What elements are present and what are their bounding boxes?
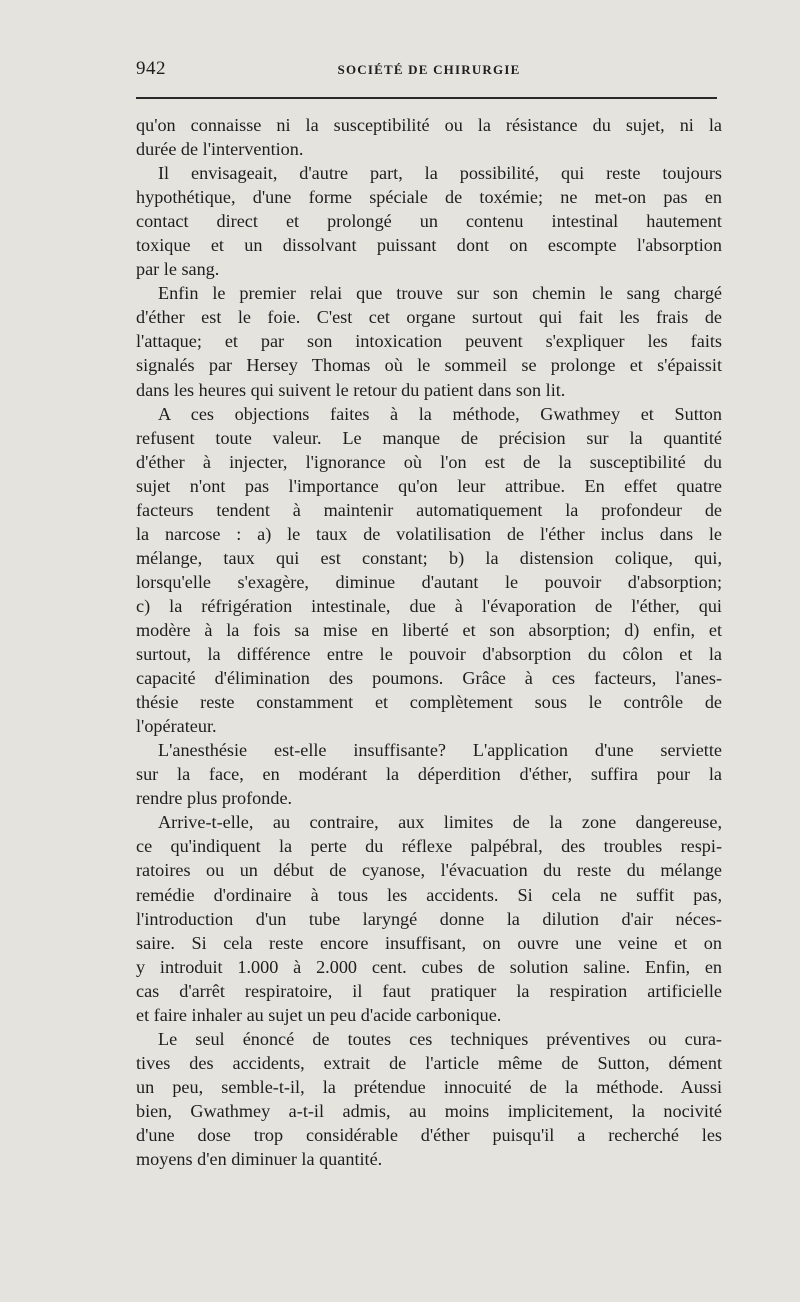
paragraph: [136, 402, 722, 739]
text-line: c) la réfrigération intestinale, due à l'évaporation de l'éther, qui: [136, 595, 722, 616]
text-line: mélange, taux qui est constant; b) la distension colique, qui,: [136, 547, 722, 568]
text-line: sur la face, en modérant la déperdition d'éther, suffira pour la: [136, 764, 722, 785]
paragraph: [136, 738, 722, 810]
text-line: surtout, la différence entre le pouvoir d'absorption du côlon et la: [136, 644, 722, 665]
text-line: et faire inhaler au sujet un peu d'acide carbonique.: [136, 1004, 502, 1025]
text-line: signalés par Hersey Thomas où le sommeil se prolonge et s'épaissit: [136, 355, 722, 376]
text-line: par le sang.: [136, 259, 220, 280]
page-number: 942: [136, 58, 166, 79]
paragraph: [136, 1027, 722, 1171]
text-line: Arrive-t-elle, au contraire, aux limites de la zone dangereuse,: [158, 812, 722, 833]
text-line: thésie reste constamment et complètement sous le contrôle de: [136, 692, 722, 713]
paragraph: [136, 113, 722, 161]
text-line: contact direct et prolongé un contenu intestinal hautement: [136, 211, 722, 232]
text-line: modère à la fois sa mise en liberté et son absorption; d) enfin, et: [136, 619, 722, 640]
text-line: y introduit 1.000 à 2.000 cent. cubes de solution saline. Enfin, en: [136, 956, 722, 977]
text-line: remédie d'ordinaire à tous les accidents. Si cela ne suffit pas,: [136, 884, 722, 905]
text-line: la narcose : a) le taux de volatilisation de l'éther inclus dans le: [136, 523, 722, 544]
text-line: saire. Si cela reste encore insuffisant, on ouvre une veine et on: [136, 932, 722, 953]
text-line: un peu, semble-t-il, la prétendue innocuité de la méthode. Aussi: [136, 1076, 722, 1097]
text-line: sujet n'ont pas l'importance qu'on leur attribue. En effet quatre: [136, 475, 722, 496]
text-line: durée de l'intervention.: [136, 139, 304, 160]
text-line: refusent toute valeur. Le manque de précision sur la quantité: [136, 427, 722, 448]
text-line: l'attaque; et par son intoxication peuvent s'expliquer les faits: [136, 331, 722, 352]
text-line: bien, Gwathmey a-t-il admis, au moins implicitement, la nocivité: [136, 1100, 722, 1121]
text-line: d'éther est le foie. C'est cet organe surtout qui fait les frais de: [136, 307, 722, 328]
text-line: toxique et un dissolvant puissant dont on escompte l'absorption: [136, 235, 722, 256]
text-line: Il envisageait, d'autre part, la possibilité, qui reste toujours: [158, 163, 722, 184]
text-line: ratoires ou un début de cyanose, l'évacuation du reste du mélange: [136, 860, 722, 881]
page-header: [136, 58, 722, 88]
text-line: qu'on connaisse ni la susceptibilité ou la résistance du sujet, ni la: [136, 115, 722, 135]
text-line: ce qu'indiquent la perte du réflexe palpébral, des troubles respi-: [136, 836, 722, 857]
text-line: A ces objections faites à la méthode, Gwathmey et Sutton: [158, 403, 722, 424]
text-line: Enfin le premier relai que trouve sur son chemin le sang chargé: [158, 283, 722, 304]
text-line: d'une dose trop considérable d'éther puisqu'il a recherché les: [136, 1124, 722, 1145]
text-line: hypothétique, d'une forme spéciale de toxémie; ne met-on pas en: [136, 187, 722, 208]
text-line: rendre plus profonde.: [136, 788, 293, 809]
text-line: capacité d'élimination des poumons. Grâce à ces facteurs, l'anes-: [136, 668, 722, 689]
header-rule: [136, 97, 717, 99]
text-line: d'éther à injecter, l'ignorance où l'on est de la susceptibilité du: [136, 451, 722, 472]
text-line: facteurs tendent à maintenir automatiquement la profondeur de: [136, 499, 722, 520]
text-line: moyens d'en diminuer la quantité.: [136, 1149, 383, 1170]
paragraph: [136, 810, 722, 1026]
text-line: dans les heures qui suivent le retour du patient dans son lit.: [136, 379, 566, 400]
text-line: Le seul énoncé de toutes ces techniques préventives ou cura-: [158, 1028, 722, 1049]
text-line: l'introduction d'un tube laryngé donne la dilution d'air néces-: [136, 908, 722, 929]
body-text: [136, 113, 722, 1171]
text-line: L'anesthésie est-elle insuffisante? L'application d'une serviette: [158, 740, 722, 761]
paragraph: [136, 281, 722, 401]
text-line: l'opérateur.: [136, 716, 217, 737]
text-line: lorsqu'elle s'exagère, diminue d'autant le pouvoir d'absorption;: [136, 571, 722, 592]
text-line: tives des accidents, extrait de l'article même de Sutton, dément: [136, 1052, 722, 1073]
text-line: cas d'arrêt respiratoire, il faut pratiquer la respiration artificielle: [136, 980, 722, 1001]
running-title: SOCIÉTÉ DE CHIRURGIE: [337, 62, 521, 77]
paragraph: [136, 161, 722, 281]
